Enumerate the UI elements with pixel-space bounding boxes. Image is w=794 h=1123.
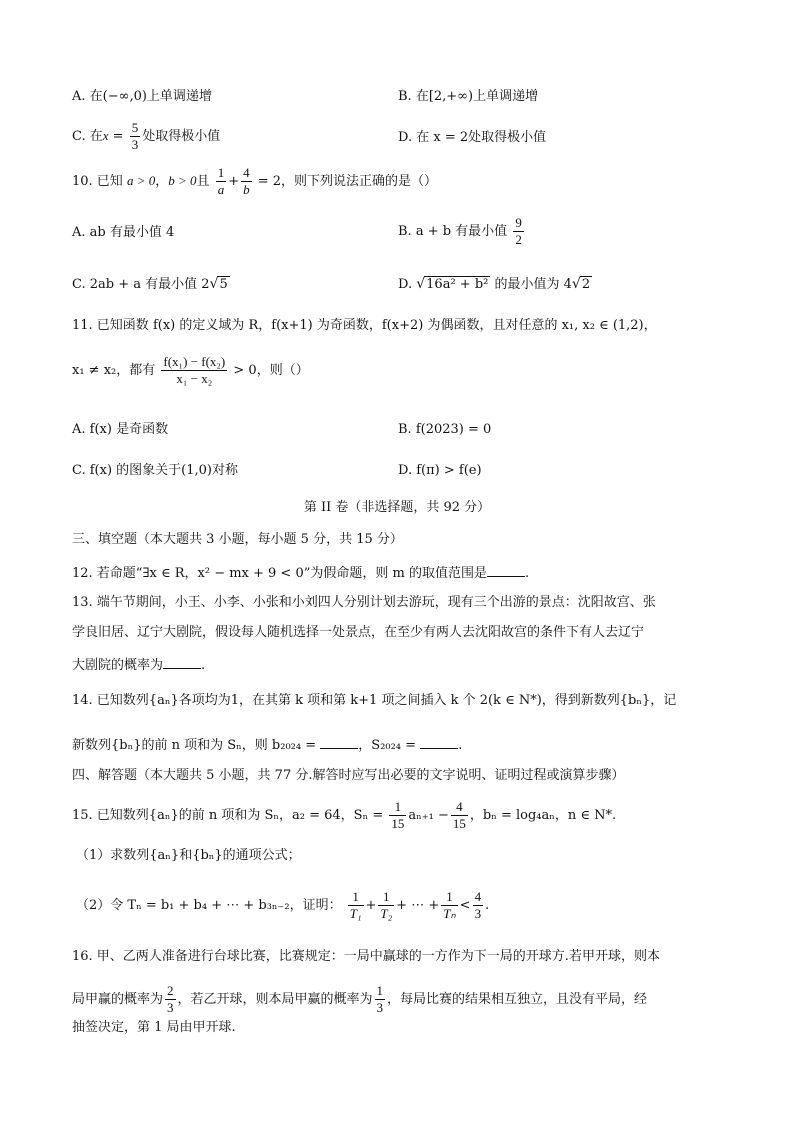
q10-frac1 — [216, 166, 227, 197]
q15-sub2-prefix: （2）令 Tₙ = b₁ + b₄ + ⋯ + b₃ₙ₋₂，证明： — [76, 898, 342, 913]
q15-frac1-den: 15 — [391, 816, 405, 831]
q10-b-prefix: B. a + b 有最小值 — [398, 224, 508, 239]
q15-frac1-num: 1 — [389, 800, 406, 816]
q10-d-mid: 的最小值为 4 — [494, 277, 572, 292]
q15-dots: + ⋯ + — [396, 898, 440, 913]
q9-option-c — [72, 121, 220, 152]
q11-option-b: B. f(2023) = 0 — [398, 422, 492, 437]
q9-option-c-fraction — [130, 121, 141, 152]
q12: 12. 若命题“∃x ∈ R，x² − mx + 9 < 0”为假命题，则 m 的取值范围是 . — [72, 566, 530, 581]
q9-c-den: 3 — [131, 137, 139, 152]
q9-option-c-prefix: C. 在 — [72, 129, 103, 144]
q10-b-den: 2 — [515, 232, 522, 247]
q10-b-fraction — [513, 216, 524, 247]
q11-option-d: D. f(π) > f(e) — [398, 463, 482, 478]
q15-rhs-frac — [473, 890, 484, 921]
q12-answer-blank — [487, 564, 525, 577]
part2-title: 第 II 卷（非选择题，共 92 分） — [303, 500, 491, 515]
q15-end: . — [485, 898, 490, 913]
q15-sub1: （1）求数列{aₙ}和{bₙ}的通项公式； — [76, 848, 301, 863]
q16-line3: 抽签决定，第 1 局由甲开球. — [72, 1020, 236, 1035]
q15-mid: aₙ₊₁ − — [408, 808, 449, 823]
q15-sub2 — [76, 890, 489, 921]
q14-answer-blank-1 — [320, 736, 358, 749]
q11-frac-num: f(x₁) − f(x₂) — [163, 354, 226, 369]
q10-b-num: 9 — [515, 215, 522, 230]
q13-line1: 13. 端午节期间，小王、小李、小张和小刘四人分别计划去游玩，现有三个出游的景点：沈阳故宫、张 — [72, 595, 656, 610]
section4-title: 四、解答题（本大题共 5 小题，共 77 分.解答时应写出必要的文字说明、证明过程或演算步骤） — [72, 768, 625, 783]
q14-line2: 新数列{bₙ}的前 n 项和为 Sₙ，则 b₂₀₂₄ = ，S₂₀₂₄ = . — [72, 738, 463, 753]
q15-frac2-den: 15 — [452, 816, 466, 831]
q14-answer-blank-2 — [420, 736, 458, 749]
q11-fraction — [161, 355, 227, 386]
q16-frac1 — [165, 984, 176, 1015]
q16-line1: 16. 甲、乙两人准备进行台球比赛，比赛规定：一局中赢球的一方作为下一局的开球方.若甲开球，则本 — [72, 949, 660, 964]
q15-frac1 — [389, 800, 406, 831]
section3-title: 三、填空题（本大题共 3 小题，每小题 5 分，共 15 分） — [72, 532, 403, 547]
q15-tn-num: 1 — [441, 890, 457, 906]
q10-frac1-den: a — [217, 182, 225, 197]
q9-option-b: B. 在[2,+∞)上单调递增 — [398, 89, 539, 104]
q15-frac2-num: 4 — [451, 800, 468, 816]
q10-cond1: a > 0 — [126, 173, 156, 188]
q15-rhs-den: 3 — [474, 906, 482, 921]
q10-and: 且 — [196, 174, 210, 189]
q15-plus: + — [365, 898, 377, 913]
q16-frac2-den: 3 — [376, 1000, 384, 1015]
q9-option-c-eq: = — [108, 129, 128, 144]
q10-frac2 — [241, 166, 252, 197]
q15-t2-num: 1 — [378, 890, 394, 906]
q11-line2 — [72, 355, 309, 386]
q11-line1: 11. 已知函数 f(x) 的定义域为 R，f(x+1) 为奇函数，f(x+2) 为偶函数，且对任意的 x₁, x₂ ∈ (1,2)， — [72, 318, 657, 333]
q16-line2-b: ，若乙开球，则本局甲赢的概率为 — [177, 992, 373, 1007]
q14-line1: 14. 已知数列{aₙ}各项均为1，在其第 k 项和第 k+1 项之间插入 k 个 2(k ∈ N*)，得到新数列{bₙ}，记 — [72, 693, 677, 708]
q10-option-b — [398, 216, 526, 247]
q12-text: 12. 若命题“∃x ∈ R，x² − mx + 9 < 0”为假命题，则 m 的取值范围是 — [72, 566, 487, 581]
q10-c-prefix: C. 2ab + a 有最小值 2 — [72, 277, 210, 292]
q10-stem: 10. 已知 a > 0，b > 0且 $\frac{1}{a}$ + $\frac{4}{b}$ = 2，则下列说法正确的是（） — [72, 165, 438, 197]
q14-line2-a: 新数列{bₙ}的前 n 项和为 Sₙ，则 b₂₀₂₄ = — [72, 738, 317, 753]
q16-frac2 — [375, 984, 386, 1015]
q13-answer-blank — [163, 656, 201, 669]
q10-rhs: = 2，则下列说法正确的是（） — [257, 174, 438, 189]
q13-line3-text: 大剧院的概率为 — [72, 658, 164, 673]
q10-plus: + — [228, 174, 240, 189]
q10-d-prefix: D. — [398, 277, 413, 292]
q15-lt: < — [459, 898, 471, 913]
q10-d-radicand: 16a² + b² — [426, 277, 489, 292]
q15-suffix: ，bₙ = log₄aₙ，n ∈ N*. — [469, 808, 617, 823]
q15-frac-tn — [441, 890, 457, 921]
q9-option-a: A. 在(−∞,0)上单调递增 — [72, 89, 212, 104]
q13-line2: 学良旧居、辽宁大剧院，假设每人随机选择一处景点，在至少有两人去沈阳故宫的条件下有人去辽宁 — [72, 625, 645, 640]
q11-line2-prefix: x₁ ≠ x₂，都有 — [72, 363, 156, 378]
q9-option-d: D. 在 x = 2处取得极小值 — [398, 130, 547, 145]
q10-option-d: D. √16a² + b² 的最小值为 4√2 — [398, 276, 591, 292]
q10-frac2-den: b — [243, 182, 250, 197]
q10-c-radicand: 5 — [219, 277, 228, 292]
q15-stem — [72, 800, 616, 831]
q10-option-a: A. ab 有最小值 4 — [72, 225, 175, 240]
q16-line2-a: 局甲赢的概率为 — [72, 992, 164, 1007]
q9-option-c-suffix: 处取得极小值 — [142, 129, 221, 144]
q16-line2 — [72, 984, 647, 1015]
q15-tn-den: Tₙ — [443, 906, 456, 921]
q10-frac2-num: 4 — [243, 165, 250, 180]
q11-line2-suffix: > 0，则（） — [233, 363, 309, 378]
q10-cond2: b > 0 — [168, 173, 197, 188]
q16-line2-c: ，每局比赛的结果相互独立，且没有平局，经 — [387, 992, 648, 1007]
q15-prefix: 15. 已知数列{aₙ}的前 n 项和为 Sₙ，a₂ = 64，Sₙ = — [72, 808, 384, 823]
q16-frac1-num: 2 — [167, 983, 174, 998]
q15-rhs-num: 4 — [474, 889, 482, 904]
q16-frac2-num: 1 — [376, 983, 384, 998]
q11-option-c: C. f(x) 的图象关于(1,0)对称 — [72, 463, 238, 478]
q9-option-c-var: x — [102, 128, 109, 143]
q10-d-radicand2: 2 — [581, 277, 591, 292]
q10-frac1-num: 1 — [217, 165, 225, 180]
q15-frac-t1 — [348, 890, 364, 921]
q15-t1-den: T₁ — [349, 906, 362, 921]
q15-frac-t2 — [378, 890, 394, 921]
q11-option-a: A. f(x) 是奇函数 — [72, 422, 169, 437]
q16-frac1-den: 3 — [167, 1000, 174, 1015]
q15-frac2 — [451, 800, 468, 831]
q13-line3: 大剧院的概率为 . — [72, 658, 206, 673]
q10-option-c: C. 2ab + a 有最小值 2√5 — [72, 276, 228, 292]
q9-c-num: 5 — [131, 120, 139, 135]
q15-t2-den: T₂ — [380, 906, 393, 921]
q14-line2-b: ，S₂₀₂₄ = — [358, 738, 417, 753]
q15-t1-num: 1 — [348, 890, 364, 906]
q10-prefix: 10. 已知 — [72, 174, 123, 189]
q11-frac-den: x₁ − x₂ — [176, 371, 213, 386]
